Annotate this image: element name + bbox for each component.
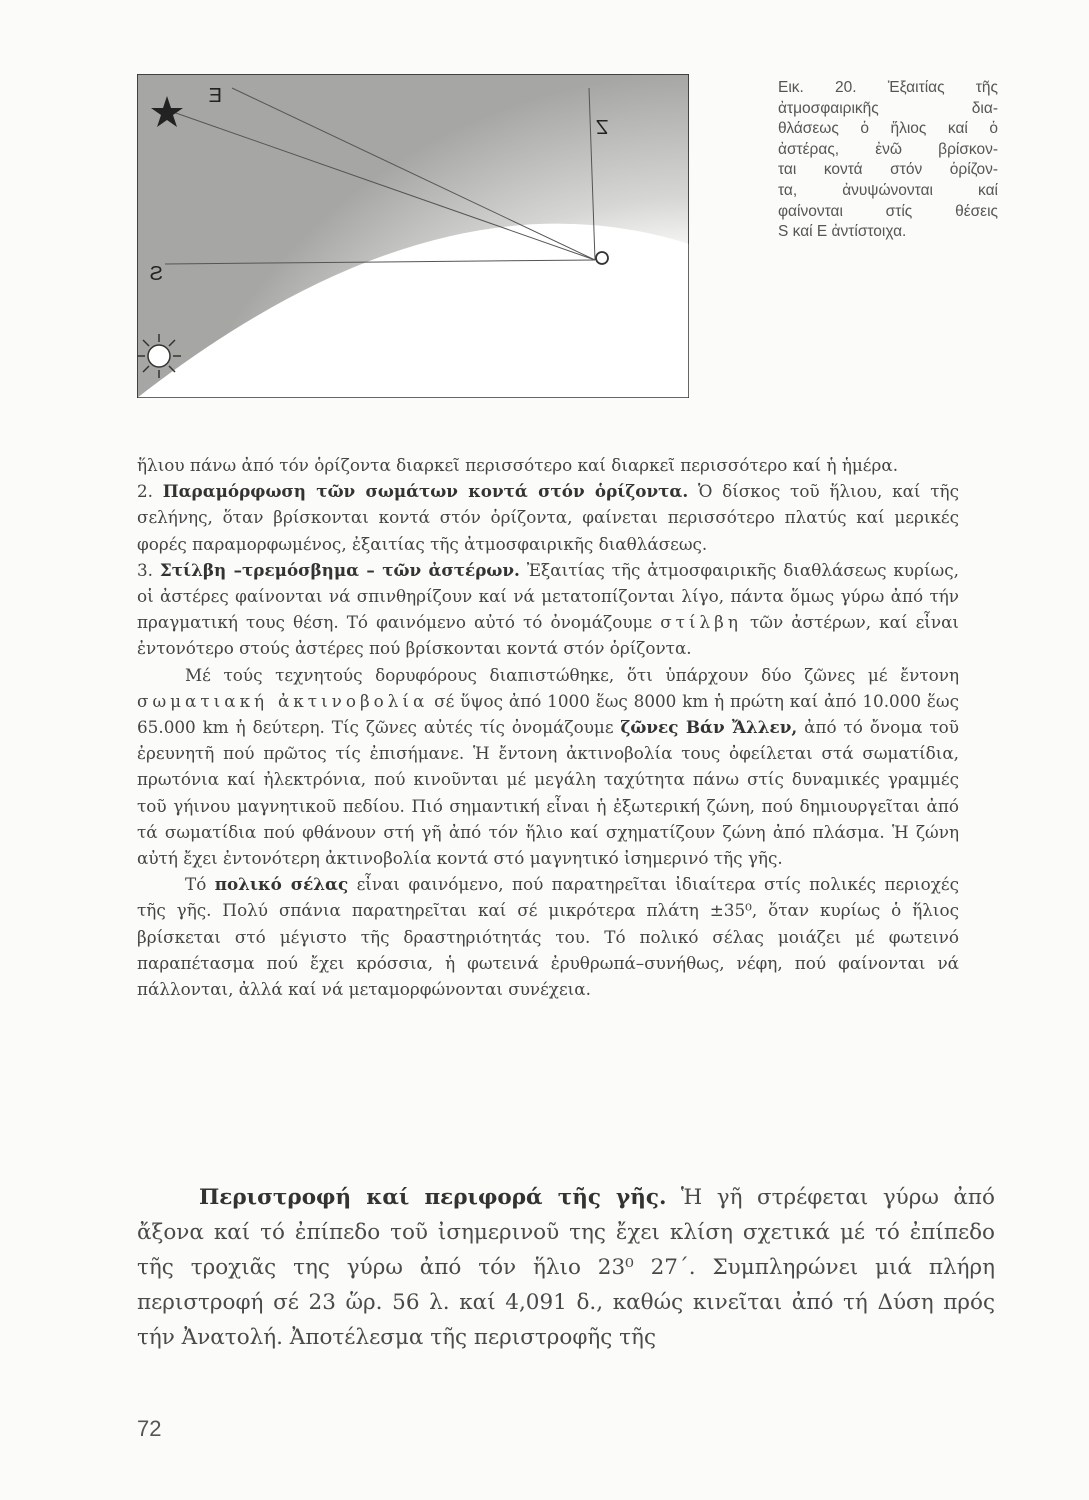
page-number: 72 — [137, 1416, 162, 1441]
observer-point — [596, 252, 608, 264]
paragraph-text: Τό — [185, 874, 215, 895]
caption-line: ἀτμοσφαιρικῆς δια- — [778, 99, 998, 117]
section-heading: Παραμόρφωση τῶν σωμάτων κοντά στόν ὁρίζοντα. — [162, 481, 689, 502]
caption-line: S καί E ἀντίστοιχα. — [778, 223, 907, 241]
refraction-figure — [137, 74, 689, 398]
paragraph-text: σέ ὕψος ἀπό 1000 ἕως 8000 km ἡ πρώτη καί ἀπό 10.000 ἕως 65.000 km ἡ δεύτερη. Τίς ζῶνες αὐτές τίς ὀνομάζουμε — [137, 690, 960, 738]
spaced-term: στίλβη — [660, 612, 742, 633]
sun-icon — [137, 334, 181, 378]
rotation-section — [137, 1180, 995, 1355]
caption-line: θλάσεως ὁ ἥλιος καί ὁ — [778, 120, 998, 138]
paragraph-text: Ὁ δίσκος τοῦ ἥλιου, καί τῆς σελήνης, ὅταν βρίσκονται κοντά στόν ὁρίζοντα, φαίνεται περισσότερο πλατύς καί μερικές φορές παραμορφωμένος, ἐξαιτίας τῆς ἀτμοσφαιρικῆς διαθλάσεως. — [137, 481, 959, 554]
paragraph-continuation: ἥλιου πάνω ἀπό τόν ὁρίζοντα διαρκεῖ περισσότερο καί διαρκεῖ περισσότερο καί ἡ ἡμέρα. — [137, 455, 899, 475]
caption-line: Εικ. 20. Ἐξαιτίας τῆς — [778, 79, 998, 96]
paragraph-rotation — [137, 1180, 995, 1355]
paragraph-text: τῶν ἀστέρων, καί εἶναι ἐντονότερο στούς ἀστέρες πού βρίσκονται κοντά στόν ὁρίζοντα. — [137, 612, 959, 659]
caption-line: ἀστέρας, ἐνῶ βρίσκον- — [778, 140, 998, 158]
section-heading: Περιστροφή καί περιφορά τῆς γῆς. — [199, 1185, 667, 1210]
section-heading: Στίλβη –τρεμόσβημα – τῶν ἀστέρων. — [159, 559, 520, 580]
body-text — [137, 452, 959, 1002]
paragraph-text: εἶναι φαινόμενο, πού παρατηρεῖται ἰδιαίτερα στίς πολικές περιοχές τῆς γῆς. Πολύ σπάνια παρατηρεῖται καί σέ μικρότερα πλάτη ±35⁰, ὅταν κυρίως ὁ ἥλιος βρίσκεται στό μέγιστο τῆς δραστηριότητάς του. Τό πολικό σέλας μοιάζει μέ φωτεινό παραπέτασμα πού ἔχει κρόσσια, ἡ φωτεινά ἐρυθρωπά–συνήθως, νέφη, πού φαίνονται νά πάλλονται, ἀλλά καί νά μεταμορφώνονται συνέχεια. — [137, 874, 959, 1000]
caption-line: τα, ἀνυψώνονται καί — [778, 181, 998, 199]
caption-line: ται κοντά στόν ὁρίζον- — [778, 161, 998, 179]
paragraph-distortion — [137, 478, 959, 557]
paragraph-aurora — [137, 871, 959, 1002]
paragraph-text: Ἡ γῆ στρέφεται γύρω ἀπό ἄξονα καί τό ἐπίπεδο τοῦ ἰσημερινοῦ της ἔχει κλίση σχετικά μέ τό ἐπίπεδο τῆς τροχιᾶς της γύρω ἀπό τόν ἥλιο 23⁰ 27΄. Συμπληρώνει μιά πλήρη περιστροφή σέ 23 ὥρ. 56 λ. καί 4,091 δ., καθώς κινεῖται ἀπό τή Δύση πρός τήν Ἀνατολή. Ἀποτέλεσμα τῆς περιστροφῆς τῆς — [137, 1185, 995, 1350]
label-s: S — [149, 263, 163, 285]
item-number: 2. — [137, 481, 154, 502]
bold-term: πολικό σέλας — [214, 874, 349, 895]
spaced-term: σωματιακή ἀκτινοβολία — [137, 690, 429, 711]
bold-term: ζῶνες Βάν Ἄλλεν, — [620, 717, 798, 738]
caption-line: φαίνονται στίς θέσεις — [778, 202, 998, 220]
label-e: E — [208, 85, 222, 107]
paragraph-van-allen — [137, 662, 959, 872]
paragraph-text: Ἐξαιτίας τῆς ἀτμοσφαιρικῆς διαθλάσεως κυρίως, οἱ ἀστέρες φαίνονται νά σπινθηρίζουν καί νά μετατοπίζονται λίγο, πάντα ὅμως γύρω ἀπό τήν πραγματική τους θέση. Τό φαινόμενο αὐτό τό ὀνομάζουμε — [137, 559, 959, 633]
paragraph-text: Μέ τούς τεχνητούς δορυφόρους διαπιστώθηκε, ὅτι ὑπάρχουν δύο ζῶνες μέ ἔντονη — [185, 664, 959, 685]
paragraph-text: ἀπό τό ὄνομα τοῦ ἐρευνητῆ πού πρῶτος τίς ἐπισήμανε. Ἡ ἔντονη ἀκτινοβολία τους ὀφείλεται στά σωματίδια, πρωτόνια καί ἠλεκτρόνια, πού κινοῦνται μέ μεγάλη ταχύτητα πάνω στίς δυναμικές γραμμές τοῦ γήινου μαγνητικοῦ πεδίου. Πιό σημαντική εἶναι ἡ ἐξωτερική ζώνη, πού δημιουργεῖται ἀπό τά σωματίδια πού φθάνουν στή γῆ ἀπό τόν ἥλιο καί σχηματίζουν ζώνη ἀπό πλάσμα. Ἡ ζώνη αὐτή ἔχει ἐντονότερη ἀκτινοβολία κοντά στό μαγνητικό ἰσημερινό τῆς γῆς. — [137, 717, 959, 869]
label-z: Z — [596, 115, 609, 137]
item-number: 3. — [137, 559, 154, 580]
figure-caption — [778, 78, 998, 243]
paragraph-twinkling — [137, 557, 959, 662]
